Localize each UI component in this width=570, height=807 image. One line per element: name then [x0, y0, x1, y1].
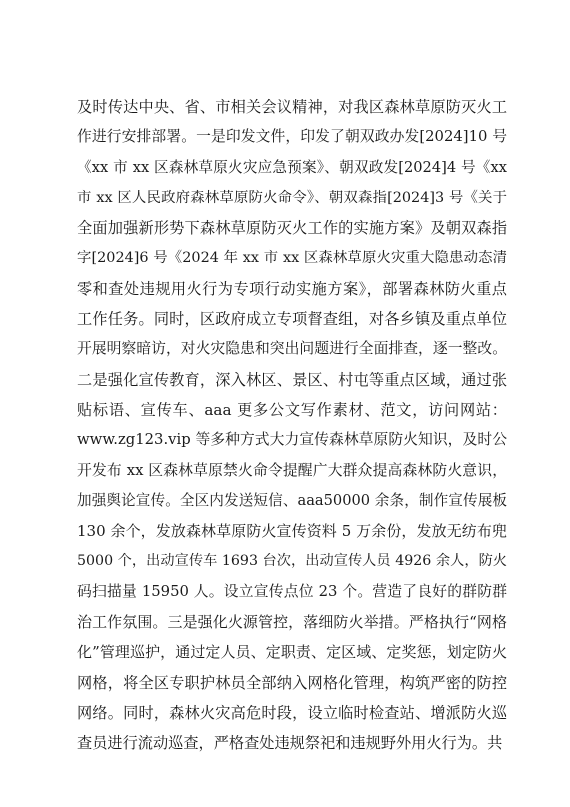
- body-text: [77, 92, 507, 759]
- text-line: 及时传达中央、省、市相关会议精神，对我区森林草原防灭火工: [77, 98, 507, 116]
- text-line: 5000 个，出动宣传车 1693 台次，出动宣传人员 4926 余人，防火: [77, 553, 507, 570]
- text-line: 开发布 xx 区森林草原禁火命令提醒广大群众提高森林防火意识，: [77, 461, 507, 479]
- text-line: 治工作氛围。三是强化火源管控，落细防火举措。严格执行“网格: [77, 613, 507, 632]
- text-line: 化”管理巡护，通过定人员、定职责、定区域、定奖惩，划定防火: [77, 643, 507, 662]
- text-line: 市 xx 区人民政府森林草原防火命令》、朝双森指[2024]3 号《关于: [77, 189, 507, 206]
- text-line: 二是强化宣传教育，深入林区、景区、村屯等重点区域，通过张: [77, 370, 507, 389]
- text-line: 字[2024]6 号《2024 年 xx 市 xx 区森林草原火灾重大隐患动态清: [77, 250, 507, 267]
- text-line: 码扫描量 15950 人。设立宣传点位 23 个。营造了良好的群防群: [77, 582, 507, 600]
- text-line: 全面加强新形势下森林草原防灭火工作的实施方案》及朝双森指: [77, 219, 507, 238]
- text-line: 查员进行流动巡查，严格查处违规祭祀和违规野外用火行为。共: [77, 734, 503, 753]
- text-line: 130 余个，发放森林草原防火宣传资料 5 万余份，发放无纺布兜: [77, 522, 507, 541]
- text-line: 零和查处违规用火行为专项行动实施方案》，部署森林防火重点: [77, 279, 507, 298]
- text-line: 贴标语、宣传车、aaa 更多公文写作素材、范文，访问网站：: [77, 400, 507, 419]
- text-line: 开展明察暗访，对火灾隐患和突出问题进行全面排查，逐一整改。: [77, 340, 507, 358]
- text-line: 加强舆论宣传。全区内发送短信、aaa50000 余条，制作宣传展板: [77, 491, 507, 509]
- text-line: 网格，将全区专职护林员全部纳入网格化管理，构筑严密的防控: [77, 673, 507, 692]
- text-line: 工作任务。同时，区政府成立专项督查组，对各乡镇及重点单位: [77, 310, 507, 329]
- text-line: 作进行安排部署。一是印发文件，印发了朝双政办发[2024]10 号: [77, 128, 507, 146]
- text-line: 网络。同时，森林火灾高危时段，设立临时检查站、增派防火巡: [77, 703, 507, 722]
- text-line: 《xx 市 xx 区森林草原火灾应急预案》、朝双政发[2024]4 号《xx: [77, 158, 507, 176]
- text-line: www.zg123.vip 等多种方式大力宣传森林草原防火知识，及时公: [77, 431, 507, 449]
